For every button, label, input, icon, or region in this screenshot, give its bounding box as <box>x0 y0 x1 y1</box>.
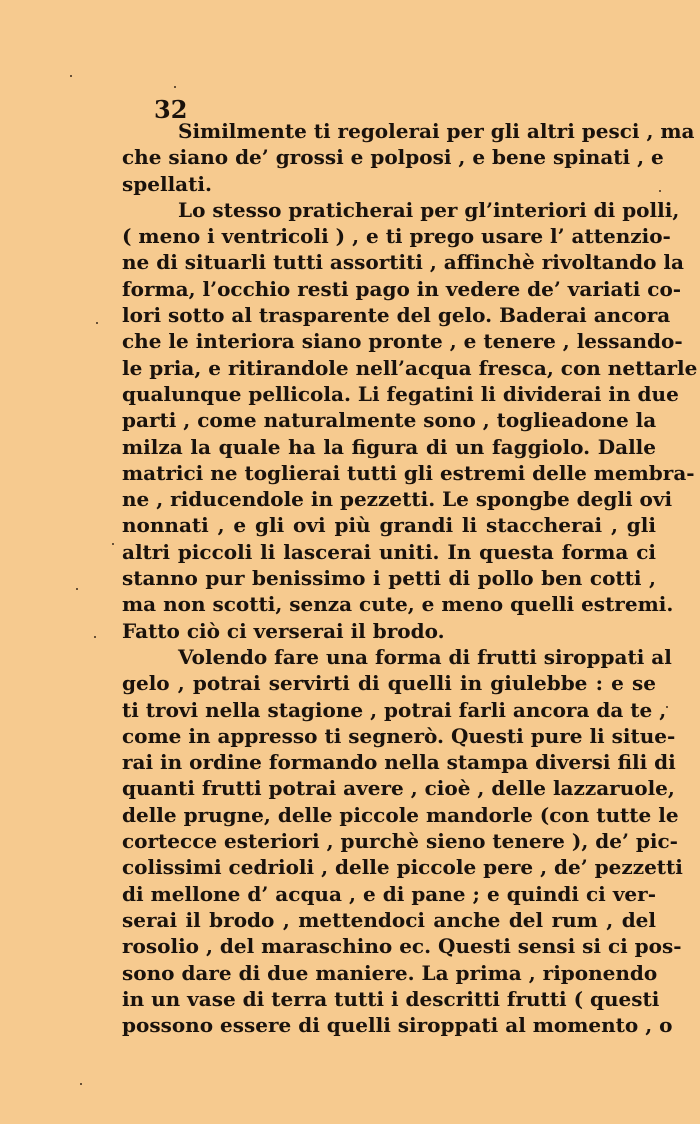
paper-speck <box>174 86 176 88</box>
page-number: 32 <box>154 95 188 124</box>
paper-speck <box>96 322 98 324</box>
text-line: rai in ordine formando nella stampa diversi fili di <box>122 750 676 775</box>
text-line: Lo stesso praticherai per gl’interiori di polli, <box>178 197 680 222</box>
text-line: in un vase di terra tutti i descritti frutti ( questi <box>122 986 660 1011</box>
text-line: altri piccoli li lascerai uniti. In questa forma ci <box>122 539 656 564</box>
text-line: di mellone d’ acqua , e di pane ; e quindi ci ver- <box>122 881 656 906</box>
text-line: delle prugne, delle piccole mandorle (con tutte le <box>122 802 679 827</box>
text-line: spellati. <box>122 171 212 196</box>
text-line: ti trovi nella stagione , potrai farli ancora da te , <box>122 697 667 722</box>
text-line: ne di situarli tutti assortiti , affinchè rivoltando la <box>122 250 684 275</box>
text-line: serai il brodo , mettendoci anche del rum , del <box>122 907 656 932</box>
paper-speck <box>666 706 668 708</box>
text-line: cortecce esteriori , purchè sieno tenere ), de’ pic- <box>122 829 678 854</box>
text-line: qualunque pellicola. Li fegatini li dividerai in due <box>122 381 679 406</box>
text-line: sono dare di due maniere. La prima , riponendo <box>122 960 658 985</box>
text-line: possono essere di quelli siroppati al momento , o <box>122 1013 673 1038</box>
text-line: come in appresso ti segnerò. Questi pure li situe- <box>122 723 676 748</box>
text-line: ma non scotti, senza cute, e meno quelli estremi. <box>122 592 674 617</box>
text-line: quanti frutti potrai avere , cioè , delle lazzaruole, <box>122 776 675 801</box>
text-line: Volendo fare una forma di frutti siroppati al <box>178 644 672 669</box>
text-line: parti , come naturalmente sono , toglieadone la <box>122 408 657 433</box>
text-line: che le interiora siano pronte , e tenere , lessando- <box>122 329 683 354</box>
text-line: Similmente ti regolerai per gli altri pesci , ma <box>178 119 695 143</box>
paper-speck <box>70 75 72 77</box>
text-line: ne , riducendole in pezzetti. Le spongbe degli ovi <box>122 487 673 512</box>
text-line: milza la quale ha la figura di un faggiolo. Dalle <box>122 434 656 459</box>
text-line: ( meno i ventricoli ) , e ti prego usare l’ attenzio- <box>122 224 671 249</box>
text-line: Fatto ciò ci verserai il brodo. <box>122 618 445 643</box>
text-line: rosolio , del maraschino ec. Questi sensi si ci pos- <box>122 934 682 959</box>
text-line: forma, l’occhio resti pago in vedere de’ variati co- <box>122 276 682 301</box>
paper-speck <box>112 543 114 545</box>
text-line: gelo , potrai servirti di quelli in giulebbe : e se <box>122 671 656 696</box>
paper-speck <box>76 588 78 590</box>
text-line: matrici ne toglierai tutti gli estremi delle membra- <box>122 460 695 485</box>
paper-speck <box>80 1083 82 1085</box>
text-line: le pria, e ritirandole nell’acqua fresca, con nettarle <box>122 355 698 380</box>
text-line: colissimi cedrioli , delle piccole pere , de’ pezzetti <box>122 855 683 880</box>
paper-speck <box>659 190 661 192</box>
body-text <box>122 118 698 1038</box>
text-line: nonnati , e gli ovi più grandi li staccherai , gli <box>122 513 656 538</box>
text-line: lori sotto al trasparente del gelo. Baderai ancora <box>122 303 671 328</box>
paper-speck <box>94 636 96 638</box>
text-line: stanno pur benissimo i petti di pollo ben cotti , <box>122 566 656 591</box>
text-line: che siano de’ grossi e polposi , e bene spinati , e <box>122 145 664 170</box>
